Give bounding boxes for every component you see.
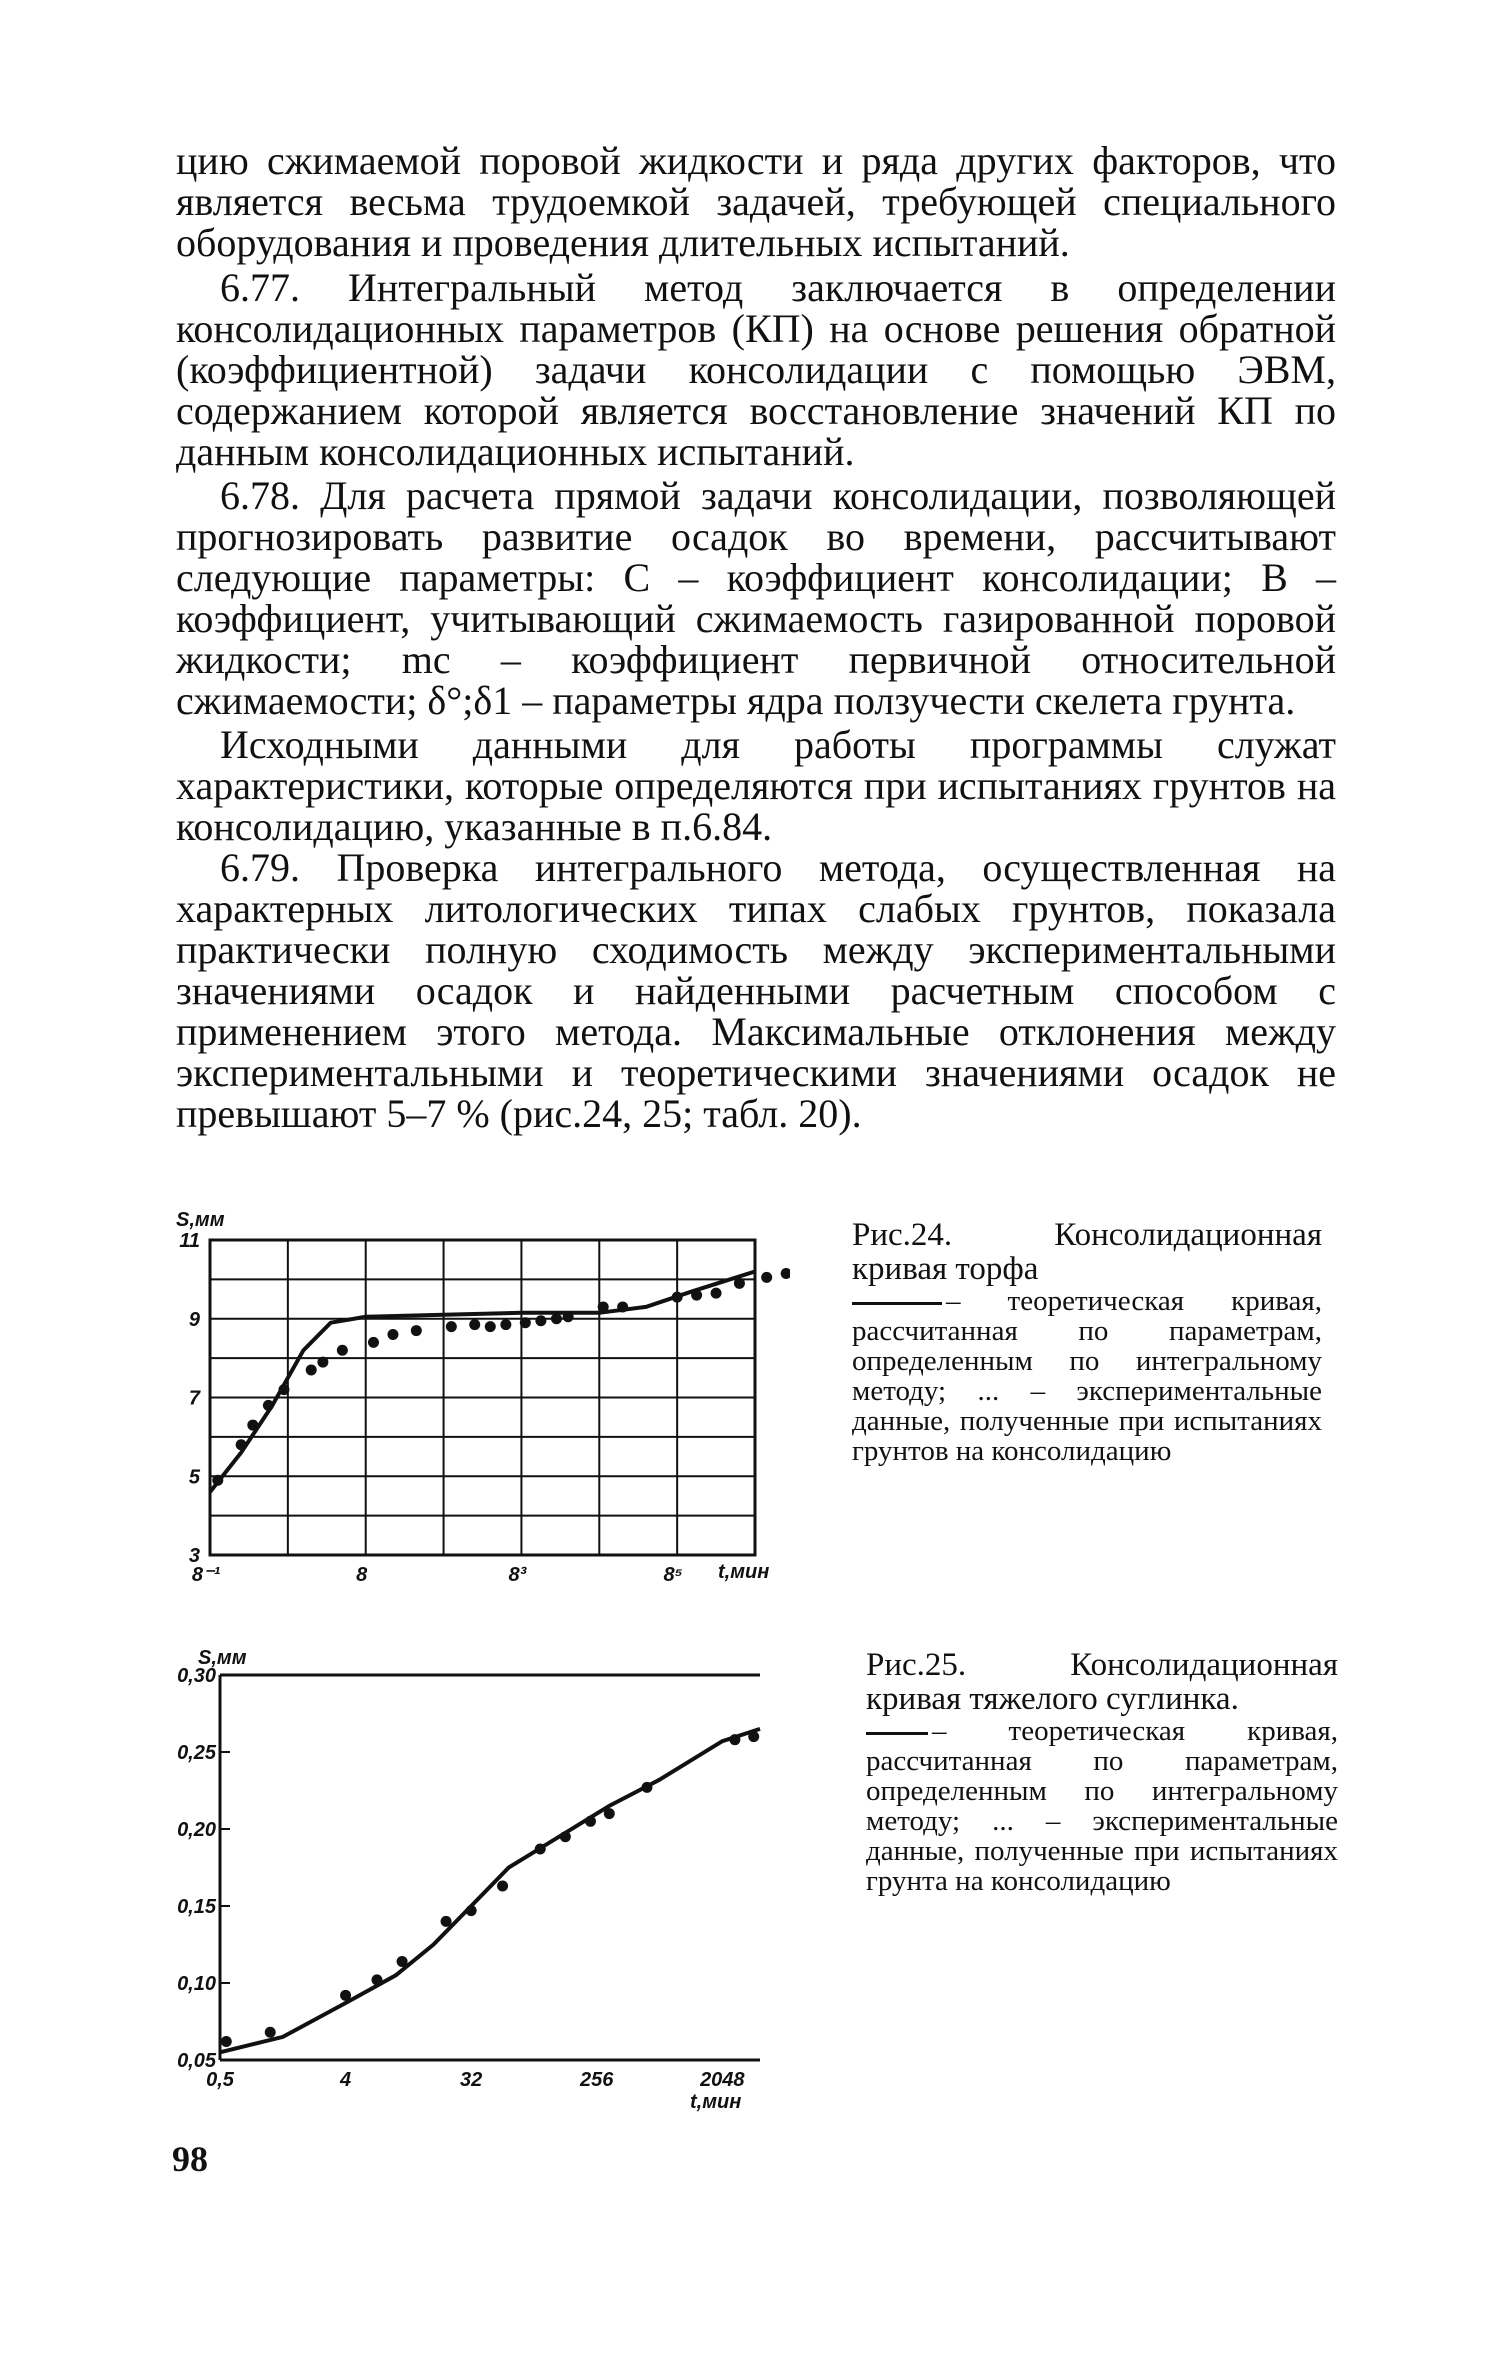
y-tick-label: 0,25 — [177, 1742, 216, 1764]
data-point — [371, 1974, 382, 1985]
x-tick-label: 256 — [580, 2069, 614, 2091]
x-tick-label: 32 — [460, 2069, 483, 2091]
x-tick-label: 8⁵ — [663, 1564, 683, 1586]
paragraph-continuation: цию сжимаемой поровой жидкости и ряда других факторов, что является весьма трудоемкой задачей, требующей специального оборудования и проведения длительных испытаний. — [176, 138, 1336, 265]
data-point — [469, 1319, 480, 1330]
x-tick-label: 8³ — [508, 1564, 527, 1586]
data-point — [641, 1782, 652, 1793]
figure-24-y-axis-ticks — [179, 1230, 201, 1567]
data-point — [781, 1268, 790, 1279]
y-tick-label: 3 — [188, 1545, 200, 1567]
figure-24-theoretical-curve — [210, 1272, 755, 1493]
figure-24-experimental-points — [212, 1268, 790, 1486]
paragraph-6-78: 6.78. Для расчета прямой задачи консолидации, позволяющей прогнозировать развитие осадок во времени, рассчитывают следующие параметры: C – коэффициент консолидации; B – коэффициент, учитывающий сжимаемость газированной поровой жидкости; mc – коэффициент первичной относительной сжимаемости; δ°;δ1 – параметры ядра ползучести скелета грунта. — [176, 473, 1336, 723]
figure-25-caption-title: Рис.25. Консолидационная кривая тяжелого суглинка. — [866, 1647, 1338, 1717]
data-point — [340, 1990, 351, 2001]
y-tick-label: 0,10 — [177, 1973, 216, 1995]
data-point — [691, 1290, 702, 1301]
x-tick-label: 4 — [340, 2069, 352, 2091]
data-point — [397, 1956, 408, 1967]
data-point — [535, 1844, 546, 1855]
y-tick-label: 7 — [188, 1387, 200, 1410]
data-point — [446, 1321, 457, 1332]
y-tick-label: 0,30 — [177, 1665, 216, 1687]
figure-24-y-axis-label: S,мм — [176, 1209, 225, 1231]
x-tick-label: 2048 — [700, 2069, 745, 2091]
data-point — [535, 1315, 546, 1326]
data-point — [485, 1321, 496, 1332]
y-tick-label: 5 — [188, 1466, 200, 1489]
data-point — [278, 1384, 289, 1395]
data-point — [585, 1816, 596, 1827]
data-point — [560, 1831, 571, 1842]
y-tick-label: 9 — [188, 1308, 200, 1331]
page-number: 98 — [172, 2139, 208, 2179]
x-tick-label: 8 — [356, 1564, 368, 1586]
data-point — [729, 1734, 740, 1745]
figure-25-chart — [170, 1640, 790, 2120]
data-point — [748, 1731, 759, 1742]
figure-25-y-axis-ticks — [177, 1665, 230, 2072]
data-point — [520, 1317, 531, 1328]
figure-25-caption-body: – теоретическая кривая, рассчитанная по параметрам, определенным по интегральному методу; ... – экспериментальные данные, полученные при испытаниях грунта на консолидацию — [866, 1715, 1338, 1897]
figure-25-x-axis-label: t,мин — [690, 2091, 742, 2113]
data-point — [441, 1916, 452, 1927]
data-point — [761, 1272, 772, 1283]
solid-line-legend-icon — [852, 1302, 942, 1305]
data-point — [306, 1364, 317, 1375]
solid-line-legend-icon — [866, 1732, 928, 1735]
paragraph-6-79: 6.79. Проверка интегрального метода, осуществленная на характерных литологических типах слабых грунтов, показала практически полную сходимость между экспериментальными значениями осадок и найденными расчетным способом с применением этого метода. Максимальные отклонения между экспериментальными и теоретическими значениями осадок не превышают 5–7 % (рис.24, 25; табл. 20). — [176, 845, 1336, 1136]
data-point — [500, 1319, 511, 1330]
y-tick-label: 0,05 — [177, 2050, 216, 2072]
x-tick-label: 8⁻¹ — [191, 1564, 221, 1586]
figure-24-caption-body: – теоретическая кривая, рассчитанная по параметрам, определенным по интегральному методу; ... – экспериментальные данные, полученные при испытаниях грунтов на консолидацию — [852, 1285, 1322, 1467]
data-point — [263, 1400, 274, 1411]
data-point — [466, 1905, 477, 1916]
data-point — [317, 1357, 328, 1368]
figure-25-x-axis-ticks — [206, 2069, 745, 2091]
figure-24-caption — [852, 1218, 1322, 1466]
data-point — [221, 2036, 232, 2047]
data-point — [497, 1880, 508, 1891]
data-point — [337, 1345, 348, 1356]
data-point — [236, 1439, 247, 1450]
data-point — [368, 1337, 379, 1348]
figure-24-chart — [170, 1200, 790, 1600]
data-point — [411, 1325, 422, 1336]
data-point — [734, 1278, 745, 1289]
data-point — [617, 1301, 628, 1312]
figure-25-caption — [866, 1648, 1338, 1896]
figure-24-x-axis-ticks — [192, 1564, 683, 1586]
data-point — [551, 1313, 562, 1324]
data-point — [711, 1288, 722, 1299]
figure-25-y-axis-label: S,мм — [198, 1647, 247, 1669]
x-tick-label: 0,5 — [206, 2069, 234, 2091]
figure-24-x-axis-label: t,мин — [718, 1561, 770, 1583]
figure-24-grid — [210, 1240, 755, 1555]
figure-25-theoretical-curve — [220, 1729, 760, 2052]
paragraph-input-data: Исходными данными для работы программы служат характеристики, которые определяются при испытаниях грунтов на консолидацию, указанные в п.6.84. — [176, 722, 1336, 849]
y-tick-label: 11 — [179, 1230, 200, 1252]
data-point — [598, 1301, 609, 1312]
paragraph-6-77: 6.77. Интегральный метод заключается в определении консолидационных параметров (КП) на основе решения обратной (коэффициентной) задачи консолидации с помощью ЭВМ, содержанием которой является восстановление значений КП по данным консолидационных испытаний. — [176, 265, 1336, 474]
data-point — [563, 1311, 574, 1322]
y-tick-label: 0,15 — [177, 1896, 216, 1918]
data-point — [387, 1329, 398, 1340]
y-tick-label: 0,20 — [177, 1819, 216, 1841]
data-point — [265, 2027, 276, 2038]
data-point — [672, 1292, 683, 1303]
data-point — [247, 1420, 258, 1431]
data-point — [212, 1475, 223, 1486]
data-point — [604, 1808, 615, 1819]
figure-24-caption-title: Рис.24. Консолидационная кривая торфа — [852, 1217, 1322, 1287]
